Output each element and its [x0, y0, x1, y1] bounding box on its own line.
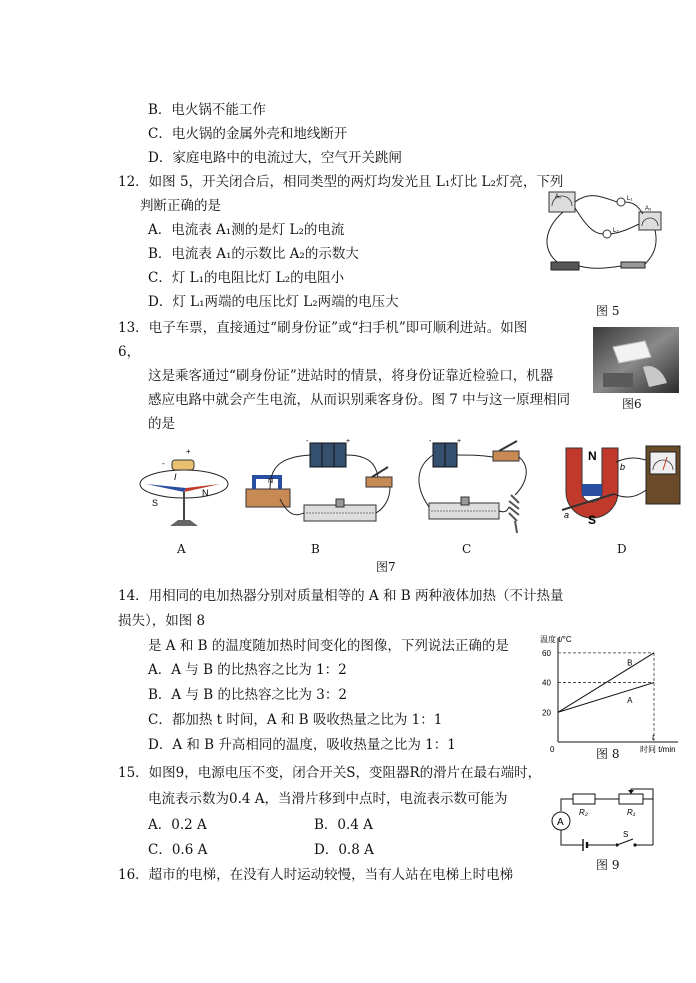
figure-8-caption: 图 8 — [596, 747, 620, 761]
fig9-r2-label: R₂ — [579, 808, 588, 817]
q14-option-d: D．A 和 B 升高相同的温度，吸收热量之比为 1：1 — [148, 737, 456, 753]
figure-7-choice-b: B — [311, 542, 320, 556]
fig5-l1-label: L₁ — [627, 196, 633, 202]
fig8-series-label-A: A — [627, 695, 633, 705]
fig5-a1-label: A₁ — [555, 194, 562, 200]
figure-6-caption: 图6 — [622, 397, 642, 411]
figure-8-chart — [536, 630, 686, 754]
q15-stem-cont: 电流表示数为0.4 A，当滑片移到中点时，电流表示数可能为 — [148, 791, 508, 807]
figure-9-caption: 图 9 — [596, 858, 620, 872]
q15-option-b: B．0.4 A — [314, 817, 373, 833]
q13-stem-cont1: 6， — [118, 344, 141, 360]
fig7d-s-label: S — [588, 513, 597, 527]
q11-option-c: C．电火锅的金属外壳和地线断开 — [148, 126, 348, 142]
svg-text:+: + — [457, 438, 462, 445]
fig7d-n-label: N — [588, 449, 597, 463]
svg-text:-: - — [429, 438, 432, 445]
fig9-r1-label: R₁ — [627, 808, 636, 817]
fig8-ytick-0: 0 — [550, 745, 555, 754]
q14-option-c: C．都加热 t 时间，A 和 B 吸收热量之比为 1：1 — [148, 712, 443, 728]
q11-option-b: B．电火锅不能工作 — [148, 102, 266, 118]
fig7a-s-label: S — [152, 498, 159, 508]
q12-option-a: A．电流表 A₁测的是灯 L₂的电流 — [148, 222, 345, 238]
figure-7-choice-d: D — [617, 542, 627, 556]
figure-7-caption: 图7 — [376, 560, 396, 574]
fig7a-current-label: I — [174, 472, 177, 482]
q12-option-c: C．灯 L₁的电阻比灯 L₂的电阻小 — [148, 270, 345, 286]
figure-7-a — [134, 444, 234, 534]
q13-stem-cont3: 感应电路中就会产生电流，从而识别乘客身份。图 7 中与这一原理相同 — [148, 392, 571, 408]
fig8-ytick-40: 40 — [542, 678, 551, 688]
q15-option-a: A．0.2 A — [148, 817, 207, 833]
fig8-xtick-t: t — [652, 733, 655, 742]
fig8-series-label-B: B — [627, 658, 633, 668]
figure-5-circuit — [535, 188, 665, 274]
fig7b-n-label: N — [268, 478, 274, 485]
figure-5-caption: 图 5 — [596, 304, 620, 318]
fig5-l2-label: L₂ — [613, 228, 619, 234]
svg-text:+: + — [186, 447, 191, 456]
svg-text:+: + — [346, 438, 351, 445]
q15-stem: 15．如图9，电源电压不变，闭合开关S，变阻器R的滑片在最右端时， — [118, 765, 542, 781]
figure-7-choice-c: C — [462, 542, 472, 556]
fig7d-a-label: a — [564, 510, 570, 520]
q15-option-d: D．0.8 A — [314, 842, 374, 858]
q12-stem: 12．如图 5，开关闭合后，相同类型的两灯均发光且 L₁灯比 L₂灯亮，下列 — [118, 174, 564, 190]
q12-stem-cont: 判断正确的是 — [140, 198, 221, 214]
svg-text:-: - — [162, 459, 165, 468]
q13-stem-cont4: 的是 — [148, 416, 175, 432]
q14-stem-cont2: 是 A 和 B 的温度随加热时间变化的图像，下列说法正确的是 — [148, 638, 509, 654]
figure-7-choice-a: A — [177, 542, 186, 556]
q13-stem-cont2: 这是乘客通过“刷身份证”进站时的情景，将身份证靠近检验口，机器 — [148, 368, 554, 384]
q14-stem: 14．用相同的电加热器分别对质量相等的 A 和 B 两种液体加热（不计热量 — [118, 588, 564, 604]
figure-7-c — [405, 437, 537, 537]
figure-7-b — [240, 437, 400, 537]
figure-9-circuit — [543, 785, 663, 857]
q11-option-d: D．家庭电路中的电流过大，空气开关跳闸 — [148, 150, 402, 166]
fig8-ytick-20: 20 — [542, 708, 551, 718]
q12-option-b: B．电流表 A₁的示数比 A₂的示数大 — [148, 246, 359, 262]
fig8-ytick-60: 60 — [542, 648, 551, 658]
fig7d-b-label: b — [620, 462, 626, 472]
figure-6-photo — [593, 327, 679, 393]
q14-option-a: A．A 与 B 的比热容之比为 1：2 — [148, 662, 347, 678]
fig9-ammeter-label: A — [557, 817, 564, 828]
fig8-ylabel: 温度 t/°C — [540, 635, 572, 644]
svg-text:-: - — [306, 438, 309, 445]
q16-stem: 16．超市的电梯，在没有人时运动较慢，当有人站在电梯上时电梯 — [118, 867, 514, 883]
q14-stem-cont1: 损失），如图 8 — [118, 613, 206, 629]
fig9-switch-label: S — [623, 830, 629, 839]
q12-option-d: D．灯 L₁两端的电压比灯 L₂两端的电压大 — [148, 294, 399, 310]
q13-stem: 13．电子车票，直接通过“刷身份证”或“扫手机”即可顺利进站。如图 — [118, 320, 528, 336]
fig8-xlabel: 时间 t/min — [640, 745, 676, 754]
fig7a-n-label: N — [202, 488, 209, 498]
fig5-a2-label: A₂ — [645, 206, 652, 212]
figure-7-d — [552, 440, 684, 528]
fig8-series-A — [558, 683, 654, 713]
q14-option-b: B．A 与 B 的比热容之比为 3：2 — [148, 687, 347, 703]
q15-option-c: C．0.6 A — [148, 842, 208, 858]
